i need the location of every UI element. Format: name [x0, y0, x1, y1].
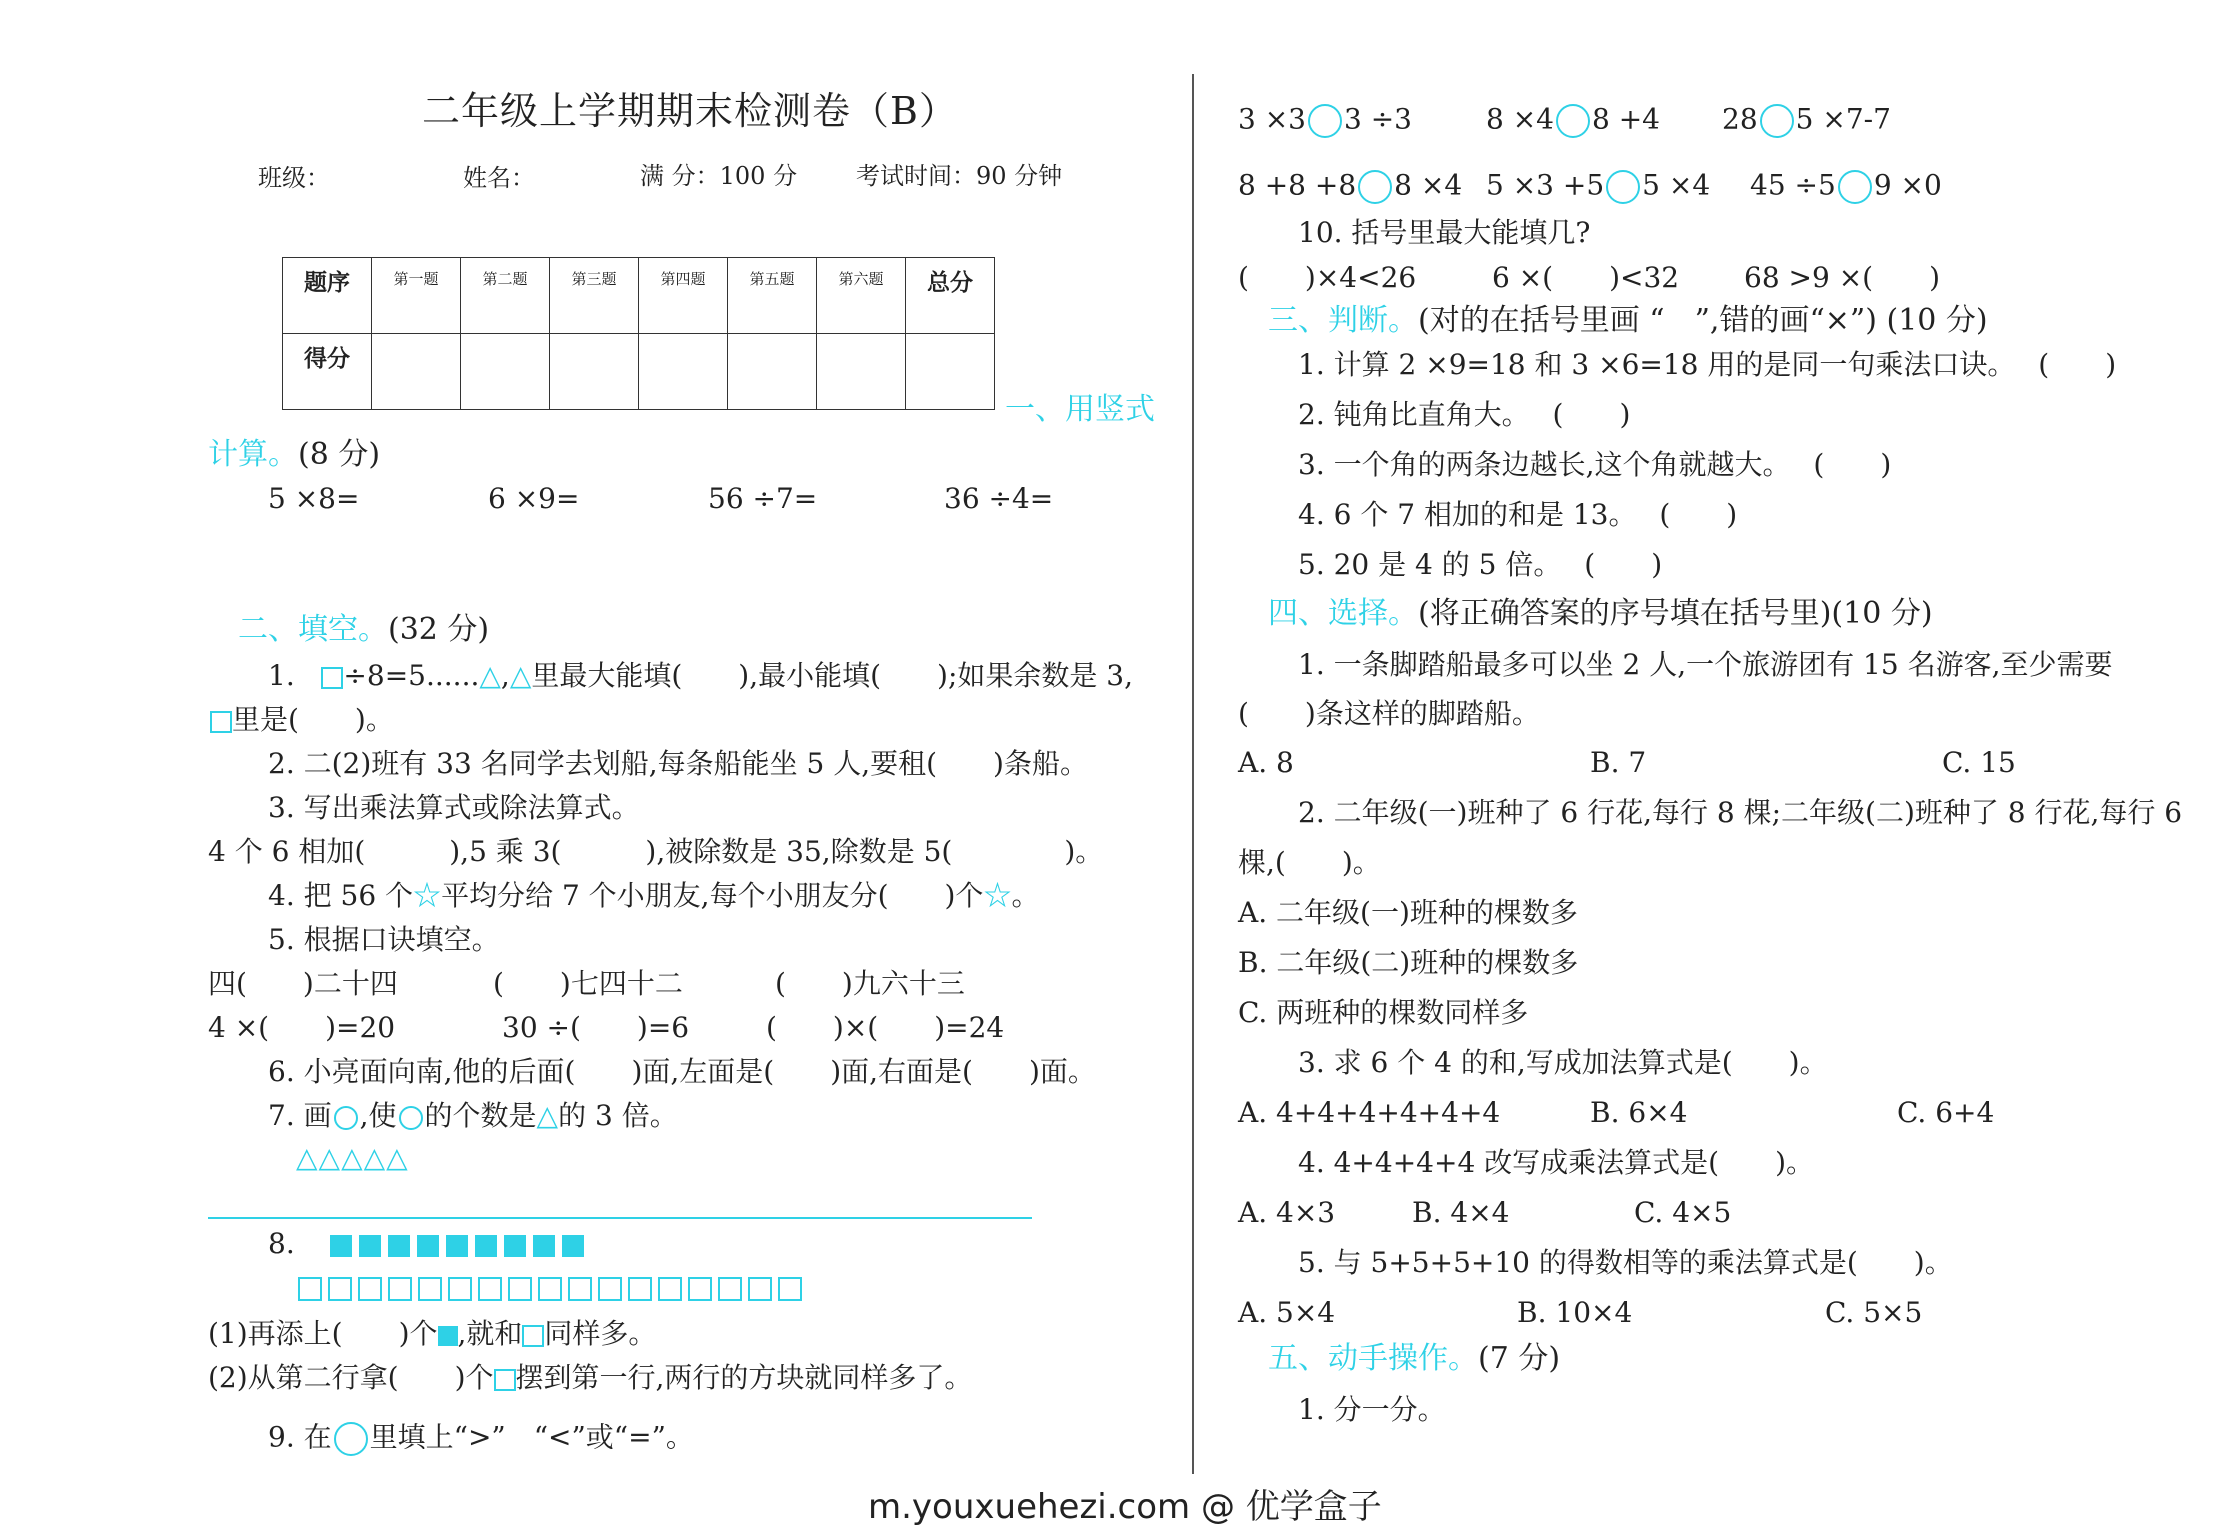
section1-heading-b: 计算。	[208, 437, 298, 472]
score-input-cell[interactable]	[461, 334, 550, 410]
calc-problem: 36 ÷4=	[944, 482, 1054, 515]
q10-heading: 10. 括号里最大能填几?	[1298, 216, 1591, 249]
empty-square-icon	[778, 1277, 802, 1301]
empty-square-icon	[598, 1277, 622, 1301]
compare-right: 8 +4	[1592, 102, 1660, 136]
filled-square-icon	[359, 1235, 381, 1257]
choice-option: B. 10×4	[1517, 1296, 1633, 1329]
fill-q8-2	[208, 1361, 973, 1394]
section1-points: (8 分)	[298, 437, 381, 472]
filled-square-icon	[330, 1235, 352, 1257]
filled-square-icon	[438, 1326, 458, 1346]
star-icon: ☆	[983, 879, 1012, 912]
empty-square-icon	[508, 1277, 532, 1301]
compare-item	[1486, 104, 1660, 138]
choice-option: C. 5×5	[1825, 1296, 1923, 1329]
fill-q5-item: 四( )二十四	[208, 967, 398, 1000]
column-divider	[1192, 74, 1194, 1474]
filled-square-icon	[562, 1235, 584, 1257]
empty-squares-row	[298, 1273, 808, 1301]
q-number: 8.	[268, 1227, 295, 1260]
section2-heading	[238, 612, 490, 647]
compare-left: 45 ÷5	[1750, 168, 1836, 202]
empty-square-icon	[358, 1277, 382, 1301]
score-input-cell[interactable]	[817, 334, 906, 410]
q4-text: 。	[1011, 879, 1040, 912]
compare-left: 28	[1722, 102, 1758, 136]
q10-item: ( )×4<26	[1238, 261, 1417, 294]
compare-item	[1238, 104, 1412, 138]
triangle-icon: △	[509, 659, 532, 692]
choice-question: 4. 4+4+4+4 改写成乘法算式是( )。	[1298, 1146, 1815, 1179]
filled-square-icon	[475, 1235, 497, 1257]
score-cell: 第一题	[372, 258, 461, 334]
empty-square-icon	[418, 1277, 442, 1301]
score-input-cell[interactable]	[372, 334, 461, 410]
empty-square-icon	[388, 1277, 412, 1301]
empty-square-icon	[448, 1277, 472, 1301]
choice-option: C. 4×5	[1634, 1196, 1732, 1229]
q1-text: 里是( )。	[232, 703, 394, 736]
empty-square-icon	[538, 1277, 562, 1301]
fill-q7	[268, 1099, 678, 1132]
fill-q3: 3. 写出乘法算式或除法算式。	[268, 791, 640, 824]
empty-square-icon	[328, 1277, 352, 1301]
sec5-q1: 1. 分一分。	[1298, 1393, 1446, 1426]
q10-item: 68 >9 ×( )	[1744, 261, 1941, 294]
section2-points: (32 分)	[388, 612, 490, 647]
choice-question-cont: 棵,( )。	[1238, 846, 1381, 879]
judge-item: 5. 20 是 4 的 5 倍。 ( )	[1298, 548, 1663, 581]
fill-q6: 6. 小亮面向南,他的后面( )面,左面是( )面,右面是( )面。	[268, 1055, 1096, 1088]
q1-text: 里最大能填( ),最小能填( );如果余数是 3,	[531, 659, 1134, 692]
q10-item: 6 ×( )<32	[1492, 261, 1680, 294]
section5-title: 五、动手操作。	[1268, 1341, 1478, 1376]
fill-q2: 2. 二(2)班有 33 名同学去划船,每条船能坐 5 人,要租( )条船。	[268, 747, 1088, 780]
circle-icon[interactable]	[1556, 104, 1590, 138]
q4-text: 4. 把 56 个	[268, 879, 414, 912]
circle-icon[interactable]	[1838, 170, 1872, 204]
class-label: 班级：	[258, 164, 330, 192]
choice-option: A. 8	[1238, 746, 1294, 779]
page-title: 二年级上学期期末检测卷（B）	[422, 89, 958, 133]
section4-title: 四、选择。	[1268, 596, 1418, 631]
section1-heading	[208, 437, 381, 472]
choice-option: C. 两班种的棵数同样多	[1238, 996, 1529, 1029]
footer-watermark: m.youxuehezi.com @ 优学盒子	[868, 1487, 1382, 1527]
fill-q3-line: 4 个 6 相加( ),5 乘 3( ),被除数是 35,除数是 5( )。	[208, 835, 1104, 868]
compare-right: 9 ×0	[1873, 168, 1942, 202]
choice-option: C. 15	[1942, 746, 2016, 779]
compare-item	[1238, 170, 1462, 204]
filled-square-icon	[417, 1235, 439, 1257]
compare-item	[1750, 170, 1942, 204]
fill-q5: 5. 根据口诀填空。	[268, 923, 500, 956]
empty-square-icon	[522, 1325, 544, 1347]
empty-square-icon	[748, 1277, 772, 1301]
section1-heading-a: 一、用竖式	[1005, 392, 1155, 427]
choice-question: 3. 求 6 个 4 的和,写成加法算式是( )。	[1298, 1046, 1828, 1079]
score-cell: 得分	[283, 334, 372, 410]
section5-points: (7 分)	[1478, 1341, 1561, 1376]
compare-left: 5 ×3 +5	[1486, 168, 1605, 202]
circle-icon	[334, 1422, 368, 1456]
choice-question-cont: ( )条这样的脚踏船。	[1238, 697, 1540, 730]
q8-text: 同样多。	[544, 1317, 657, 1350]
score-input-cell[interactable]	[728, 334, 817, 410]
score-cell: 题序	[283, 258, 372, 334]
fill-q5-item: 4 ×( )=20	[208, 1011, 396, 1044]
fill-q5-item: ( )七四十二	[493, 967, 683, 1000]
q7-text: ,使	[359, 1099, 397, 1132]
choice-option: B. 4×4	[1412, 1196, 1510, 1229]
fill-q8-1	[208, 1317, 657, 1350]
exam-time: 考试时间：90 分钟	[856, 162, 1063, 190]
calc-problem: 56 ÷7=	[708, 482, 818, 515]
empty-square-icon	[628, 1277, 652, 1301]
choice-option: C. 6+4	[1897, 1096, 1995, 1129]
triangles-row: △△△△△	[296, 1141, 409, 1174]
score-cell: 第二题	[461, 258, 550, 334]
compare-right: 5 ×7-7	[1795, 102, 1891, 136]
section5-heading	[1268, 1341, 1561, 1376]
q8-text: 摆到第一行,两行的方块就同样多了。	[515, 1361, 973, 1394]
score-cell: 第四题	[639, 258, 728, 334]
empty-square-icon	[210, 711, 232, 733]
score-table-header-row	[283, 258, 995, 334]
q9-text: 9. 在	[268, 1420, 332, 1454]
choice-question: 2. 二年级(一)班种了 6 行花,每行 8 棵;二年级(二)班种了 8 行花,每行 6	[1298, 796, 2183, 829]
fill-q5-item: 30 ÷( )=6	[502, 1011, 690, 1044]
compare-right: 8 ×4	[1394, 168, 1463, 202]
judge-item: 4. 6 个 7 相加的和是 13。 ( )	[1298, 498, 1738, 531]
circle-icon	[334, 1106, 358, 1130]
triangle-icon: △	[536, 1099, 559, 1132]
calc-problem: 5 ×8=	[268, 482, 360, 515]
score-cell: 第五题	[728, 258, 817, 334]
q4-text: 平均分给 7 个小朋友,每个小朋友分( )个	[441, 879, 984, 912]
score-input-cell[interactable]	[639, 334, 728, 410]
section4-heading	[1268, 596, 1933, 631]
compare-left: 8 +8 +8	[1238, 168, 1357, 202]
q8-text: (1)再添上( )个	[208, 1317, 438, 1350]
circle-icon[interactable]	[1358, 170, 1392, 204]
fill-q4	[268, 879, 1040, 912]
q1-text: ,	[500, 659, 510, 692]
fill-q5-item: ( )×( )=24	[766, 1011, 1005, 1044]
filled-square-icon	[388, 1235, 410, 1257]
choice-option: A. 5×4	[1238, 1296, 1336, 1329]
fill-q1	[268, 659, 1134, 692]
fill-q9	[268, 1422, 694, 1456]
full-score: 满 分：100 分	[640, 162, 798, 190]
compare-right: 3 ÷3	[1344, 102, 1412, 136]
fill-q8	[268, 1227, 591, 1260]
filled-square-icon	[446, 1235, 468, 1257]
empty-square-icon	[718, 1277, 742, 1301]
score-cell: 总分	[906, 258, 995, 334]
empty-square-icon	[321, 667, 343, 689]
choice-option: A. 二年级(一)班种的棵数多	[1238, 896, 1578, 929]
fill-q1-cont	[210, 703, 394, 736]
score-input-cell[interactable]	[906, 334, 995, 410]
circle-icon	[399, 1106, 423, 1130]
drawing-line	[208, 1217, 1032, 1219]
q7-text: 7. 画	[268, 1099, 332, 1132]
score-cell: 第六题	[817, 258, 906, 334]
compare-left: 8 ×4	[1486, 102, 1554, 136]
score-cell: 第三题	[550, 258, 639, 334]
q9-text: 里填上“>” “<”或“=”。	[369, 1420, 694, 1454]
q1-text: ÷8=5......	[343, 659, 480, 692]
name-label: 姓名：	[463, 164, 535, 192]
choice-option: A. 4+4+4+4+4+4	[1238, 1096, 1501, 1129]
triangle-icon: △	[479, 659, 501, 692]
choice-option: B. 二年级(二)班种的棵数多	[1238, 946, 1579, 979]
choice-question: 1. 一条脚踏船最多可以坐 2 人,一个旅游团有 15 名游客,至少需要	[1298, 648, 2113, 681]
empty-square-icon	[688, 1277, 712, 1301]
empty-square-icon	[494, 1369, 516, 1391]
q8-text: ,就和	[457, 1317, 523, 1350]
section3-title: 三、判断。	[1268, 303, 1418, 338]
score-input-cell[interactable]	[550, 334, 639, 410]
score-table-score-row	[283, 334, 995, 410]
compare-item	[1486, 170, 1710, 204]
circle-icon[interactable]	[1760, 104, 1794, 138]
star-icon: ☆	[413, 879, 442, 912]
judge-item: 3. 一个角的两条边越长,这个角就越大。 ( )	[1298, 448, 1892, 481]
section3-instructions: (对的在括号里画 “ ”,错的画“×”) (10 分)	[1418, 303, 1988, 338]
compare-right: 5 ×4	[1642, 168, 1711, 202]
compare-item	[1722, 104, 1891, 138]
empty-square-icon	[478, 1277, 502, 1301]
empty-square-icon	[568, 1277, 592, 1301]
q8-text: (2)从第二行拿( )个	[208, 1361, 494, 1394]
q-number: 1.	[268, 659, 295, 692]
choice-question: 5. 与 5+5+5+10 的得数相等的乘法算式是( )。	[1298, 1246, 1953, 1279]
section2-title: 二、填空。	[238, 612, 388, 647]
judge-item: 1. 计算 2 ×9=18 和 3 ×6=18 用的是同一句乘法口诀。 ( )	[1298, 348, 2117, 381]
section3-heading	[1268, 303, 1988, 338]
choice-option: B. 6×4	[1590, 1096, 1688, 1129]
filled-square-icon	[504, 1235, 526, 1257]
circle-icon[interactable]	[1308, 104, 1342, 138]
circle-icon[interactable]	[1606, 170, 1640, 204]
q7-text: 的 3 倍。	[558, 1099, 678, 1132]
choice-option: B. 7	[1590, 746, 1647, 779]
filled-square-icon	[533, 1235, 555, 1257]
score-table	[282, 257, 995, 410]
empty-square-icon	[658, 1277, 682, 1301]
empty-square-icon	[298, 1277, 322, 1301]
q7-text: 的个数是	[424, 1099, 537, 1132]
compare-left: 3 ×3	[1238, 102, 1306, 136]
fill-q5-item: ( )九六十三	[775, 967, 965, 1000]
judge-item: 2. 钝角比直角大。 ( )	[1298, 398, 1631, 431]
choice-option: A. 4×3	[1238, 1196, 1336, 1229]
calc-problem: 6 ×9=	[488, 482, 580, 515]
section4-instructions: (将正确答案的序号填在括号里)(10 分)	[1418, 596, 1933, 631]
